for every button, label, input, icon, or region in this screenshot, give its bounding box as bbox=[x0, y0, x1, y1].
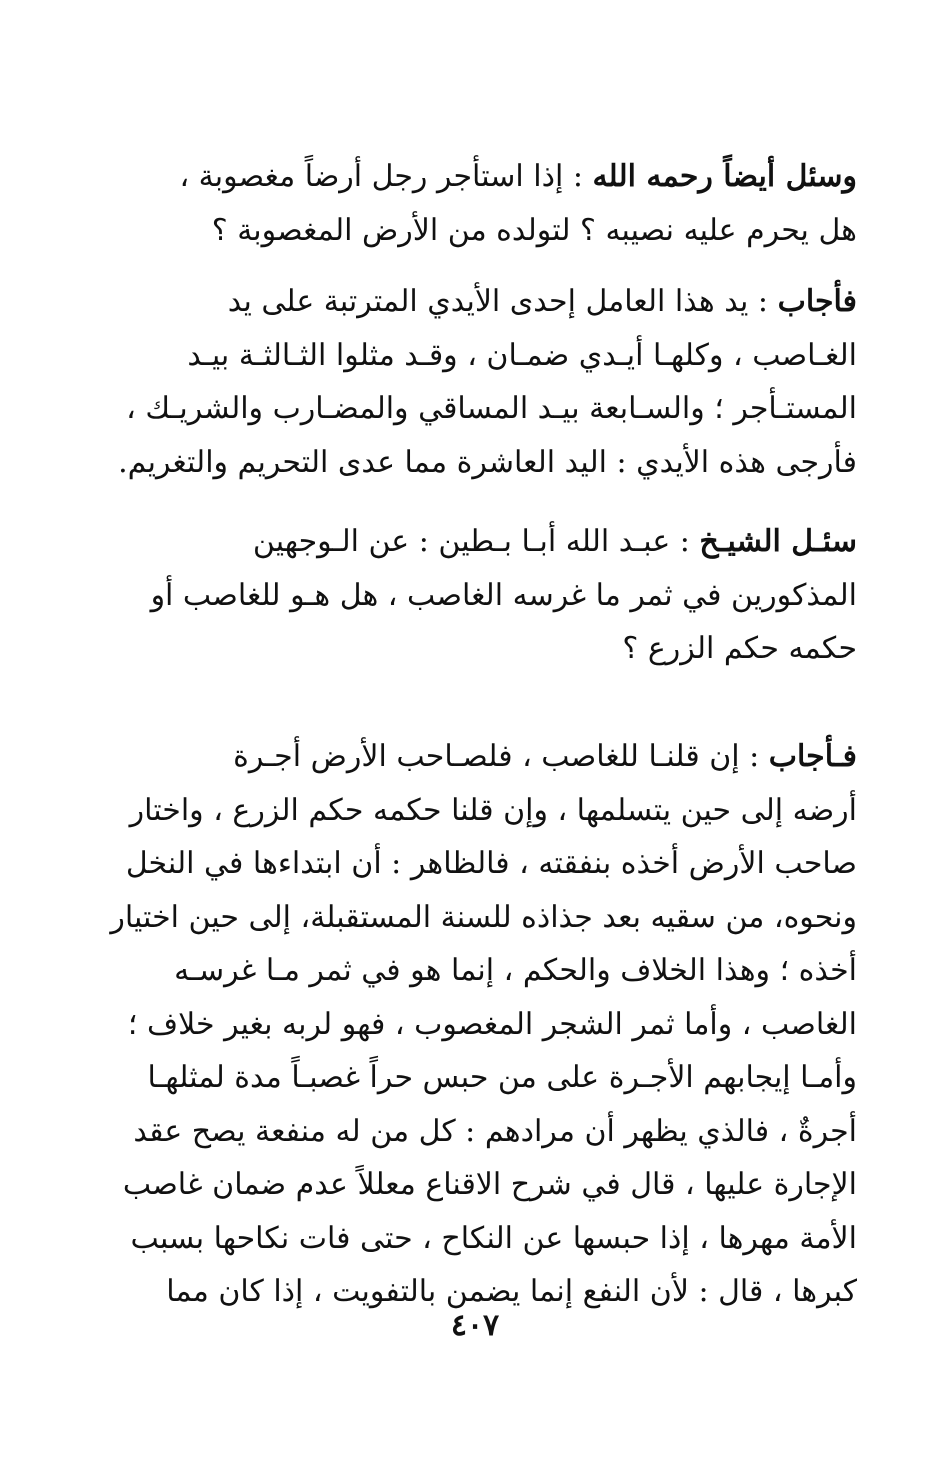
question-paragraph-1 bbox=[105, 150, 857, 257]
paragraph-line: فأرجى هذه الأيدي : اليد العاشرة مما عدى التحريم والتغريم. bbox=[118, 444, 857, 480]
paragraph-line bbox=[105, 515, 857, 569]
paragraph-line: هل يحرم عليه نصيبه ؟ لتولده من الأرض المغصوبة ؟ bbox=[211, 212, 857, 248]
paragraph-lead: فأجاب bbox=[777, 284, 857, 319]
paragraph-line: وأمـا إيجابهم الأجـرة على من حبس حراً غصبـاً مدة لمثلهـا bbox=[147, 1060, 857, 1095]
paragraph-lead: فـأجاب bbox=[768, 739, 857, 774]
paragraph-lead: سئـل الشيـخ bbox=[699, 524, 857, 559]
paragraph-text: : يد هذا العامل إحدى الأيدي المترتبة على يد bbox=[227, 284, 778, 319]
paragraph-line bbox=[105, 275, 857, 329]
paragraph-line: كبرها ، قال : لأن النفع إنما يضمن بالتفويت ، إذا كان مما bbox=[166, 1274, 857, 1309]
paragraph-line bbox=[105, 150, 857, 204]
paragraph-line: الإجارة عليها ، قال في شرح الاقناع معللاً عدم ضمان غاصب bbox=[122, 1167, 857, 1202]
question-paragraph-2 bbox=[105, 515, 857, 676]
paragraph-line: الأمة مهرها ، إذا حبسها عن النكاح ، حتى فات نكاحها بسبب bbox=[130, 1220, 857, 1256]
paragraph-line: حكمه حكم الزرع ؟ bbox=[622, 631, 857, 666]
paragraph-line: الغـاصب ، وكلهـا أيـدي ضمـان ، وقـد مثلوا الثـالثـة بيـد bbox=[187, 337, 857, 373]
paragraph-text: : إذا استأجر رجل أرضاً مغصوبة ، bbox=[179, 159, 593, 194]
paragraph-line: ونحوه، من سقيه بعد جذاذه للسنة المستقبلة، إلى حين اختيار bbox=[110, 899, 857, 935]
paragraph-text: : إن قلنـا للغاصب ، فلصـاحب الأرض أجـرة bbox=[233, 739, 769, 774]
paragraph-line: أرضه إلى حين يتسلمها ، وإن قلنا حكمه حكم الزرع ، واختار bbox=[129, 792, 857, 828]
paragraph-line bbox=[105, 730, 857, 784]
paragraph-line: صاحب الأرض أخذه بنفقته ، فالظاهر : أن ابتداءها في النخل bbox=[125, 846, 857, 881]
paragraph-line: المذكورين في ثمر ما غرسه الغاصب ، هل هـو للغاصب أو bbox=[150, 577, 857, 613]
paragraph-lead: وسئل أيضاً رحمه الله bbox=[592, 159, 857, 194]
answer-paragraph-1 bbox=[105, 275, 857, 489]
page-number: ٤٠٧ bbox=[450, 1308, 500, 1343]
paragraph-line: أخذه ؛ وهذا الخلاف والحكم ، إنما هو في ثمر مـا غرسـه bbox=[174, 953, 857, 988]
paragraph-text: : عبـد الله أبـا بـطين : عن الـوجهين bbox=[252, 524, 700, 559]
paragraph-line: أجرةٌ ، فالذي يظهر أن مرادهم : كل من له منفعة يصح عقد bbox=[133, 1113, 857, 1149]
paragraph-line: الغاصب ، وأما ثمر الشجر المغصوب ، فهو لربه بغير خلاف ؛ bbox=[127, 1006, 857, 1042]
paragraph-line: المستـأجر ؛ والسـابعة بيـد المساقي والمضـارب والشريـك ، bbox=[126, 391, 857, 426]
answer-paragraph-2 bbox=[105, 730, 857, 1319]
